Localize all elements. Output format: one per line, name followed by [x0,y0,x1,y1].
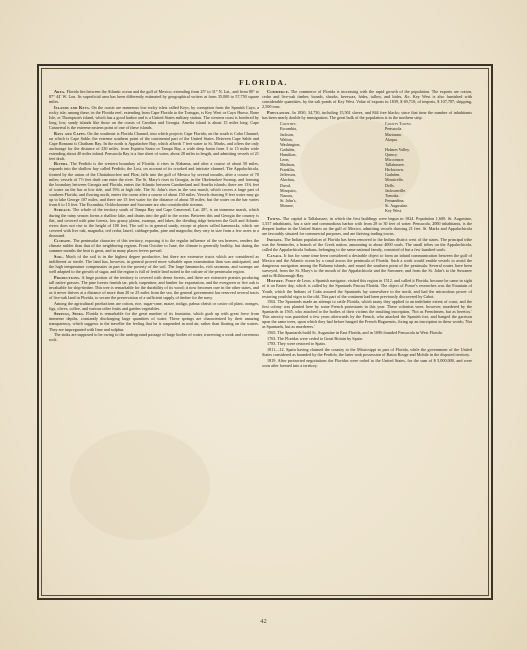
paragraph-text: On the coasts are numerous low rocky islets called Keys, by corruption from the Spanish Cayo, a rocky isle; among these, in the Florida reef, extending from Cape Florida to the Tortugas, is Key West or Cayo Hueso, Bone Isle, or Thompson's island, which has a good harbor and is a United States military station. The western coast is bordered by long, low, sandy islands like those on the coasts of Carolina and Georgia. Amelia island is about 15 miles long. Cape Canaveral is the extreme eastern point of one of these islands. [49,104,259,130]
paragraph [262,253,472,278]
paragraph [262,341,472,346]
paragraph-lead: History. [267,278,285,284]
counties-list [262,121,367,213]
text-column-right [262,89,472,589]
county-name: Duval, [280,182,292,188]
county-town: Key West. [385,207,402,213]
county-town: Holmes Valley. [385,146,410,152]
paragraph [262,237,472,252]
county-town: Marianna. [385,131,402,137]
paragraph-lead: Springs, Sinks. [54,311,85,317]
paragraph [49,207,259,237]
paragraph [49,131,259,161]
paragraph [262,216,472,236]
paragraph-text: Florida lies between the Atlantic ocean and the gulf of Mexico, extending from 25° to 31° N. Lat., and from 80° to 87° 44′ W. Lon. Its superficial area has been differently estimated by geographical writers at from 35,000 to 57,750 square miles. [49,89,259,105]
paragraph [262,89,472,109]
right-column-bottom-text [262,216,472,368]
county-town: Quincy. [385,151,398,157]
paragraph-text: The sinks are supposed to be owing to the underground passage of large bodies of water, traversing a weak and cavernous rock. [49,332,259,343]
paragraph-text: A large portion of the territory is covered with dense forests, and there are extensive prairies producing tall native grasses. The pine forests furnish tar, pitch, turpentine, and lumber for exportation, and the evergreen or live oak is invaluable for ship-timber. This tree is remarkable for the durability of its wood; it now becomes rare in the other states, and as it never thrives at a distance of more than 20 or 25 miles from the sea, the general government has reserved several tracts of live-oak land in Florida, to secure the preservation of a sufficient supply of timber for the navy. [49,274,259,301]
paragraph-text: 1763. The Floridas were ceded to Great Britain by Spain. [267,335,363,341]
paragraph-text: The commerce of Florida is increasing with the rapid growth of the population. The exports are cotton, cedar and live-oak timber, boards, shooks, beeswax, hides, tallow, and hides, &c. Key West is also furnished with considerable quantities, by the salt ponds of Key West. Value of exports in 1839, $ 69,710; of imports, $ 107,787; shipping, 2,500 tons. [262,89,472,110]
paragraph-text: The capital is Tallahassee, in which the first buildings were begun in 1824. Population 1,600. St. Augustine, 1,557 inhabitants, has a safe and commodious harbor with from 28 to 30 feet of water. Pensacola, 2000 inhabitants, is the deepest harbor in the United States on the gulf of Mexico, admitting vessels drawing 21 feet. St. Marks and Appalachicola are favorably situated for commercial purposes, and are thriving trading towns. [262,216,472,237]
county-name: Franklin, [280,167,295,173]
county-town: Micconnoe. [385,157,405,163]
paragraph-text: Much of the soil is in the highest degree productive, but there are extensive tracts which are considered as indifferent or sterile. The land has, however, in general proved more valuable upon examination than was anticipated, and the high temperature compensates in part for the poverty of the soil. The large hammocks, rich savannas, and swamps are well adapted to the growth of sugar, and the region is full of fertile land suited to the culture of the peninsular region. [49,254,259,275]
county-name: Monroe, [280,202,294,208]
right-column-top-text [262,89,472,120]
county-name: Nassau, [280,192,293,198]
paragraph-text: 1562. The Spaniards made an attempt to settle Florida, which many they applied to an indefinite extent of coast, and the first colony was planted here by some French protestants in this year. These colonists were, however, murdered by the Spaniards in 1565, who attached to the bodies of their victims the insulting inscription, 'Not as Frenchmen, but as heretics.' This atrocity was punished a few years afterwards by the French, who attacked the Spanish fort, and hanged the garrison upon the same trees, upon which they had before hanged the French Huguenots, fixing up an inscription in these words; 'Not as Spaniards, but as murderers.' [262,299,472,330]
text-column-left [49,89,259,589]
paragraph-lead: Commerce. [267,89,290,94]
county-name: Washington, [280,141,301,147]
county-town: Hickstown. [385,167,404,173]
county-town: Tomoka. [385,192,400,198]
paragraph-lead: Surface. [54,207,72,213]
county-town: St. Augustine. [385,202,409,208]
county-town: Jacksonville. [385,187,407,193]
paragraph-lead: Area. [54,89,66,94]
paragraph-lead: Rivers. [54,161,69,167]
paragraph-text: Florida is remarkable for the great number of its fountains, which gush up with great force from immense depths, constantly discharging large quantities of water. These springs are characterized by their amazing transparency, which suggests to the traveller the feeling that he is suspended in mid air, rather than floating on the waters. They are impregnated with lime and sulphur. [49,311,259,332]
paragraph-text: It has for some time been considered a desirable object to form an inland communication between the gulf of Mexico and the Atlantic ocean by a canal across the peninsula of Florida. Such a work would enable vessels to avoid the dangerous navigation among the Bahama islands, and round the southern point of the peninsula. Several routes have been surveyed, from the St. Mary's to the mouth of the Appalachicola and the Suwanee, and from the St. John's to the Suwanee and to Hillsborough Bay. [262,252,472,278]
paragraph [49,275,259,300]
paragraph-lead: Soil. [54,254,64,260]
paragraph [262,110,472,120]
county-town: Pensacola. [385,126,403,132]
county-name: Gadsden, [280,146,296,152]
paragraph-text: On the southeast is Florida Channel, into which projects Cape Florida; on the south is Cuba Channel, on which is Cape Sable, the extreme southern point of the continental part of the United States. Between Cape Sable and Cape Romano is Chatham Bay. In the north is Appalachee Bay, which affords 7 feet water to St. Marks, and offers the only anchorage for the distance of 230 miles, from Espiritu Santo or Tampa Bay, a wide deep basin from 3 to 15 miles wide extending about 40 miles inland. Pensacola Bay is a fine sheet of water, about 28 miles in length, and admitting vessels of 21 feet draft. [49,130,259,161]
paragraph [49,161,259,206]
paragraph-lead: Bays and Capes. [54,130,87,136]
paragraph-lead: Productions. [54,274,81,280]
county-name: Escambia, [280,126,297,132]
county-name: Jefferson, [280,172,296,178]
county-town: Fernandina. [385,197,405,203]
paragraph-lead: Canals. [267,252,283,258]
paragraph [262,347,472,357]
paragraph-lead: Towns. [267,216,282,222]
county-name: Alachua, [280,177,295,183]
paragraph [49,89,259,104]
paragraph [49,311,259,331]
paragraph [262,336,472,341]
paragraph [262,330,472,335]
paragraph [262,278,472,298]
paragraph-text: Ponce de Leon, a Spanish navigator, visited this region in 1512, and called it Florida, because he came in sight of it on Easter day, which is called by the Spaniards Pascua Florida. The object of Ponce's researches was the Fountain of Youth, which the Indians of Cuba assured the Spaniards lay somewhere to the north, and had the miraculous power of restoring youthful vigor to the old. This part of the continent had been previously discovered by Cabot. [262,278,472,299]
paragraph-text: In 1830, 34,730, including 15,501 slaves, and 844 free blacks; since that time the number of inhabitants has been nearly double by immigration. The great bulk of the population is in the northern strip. [262,109,472,120]
paragraph-text: The Indian population of Florida has been removed to the Indian district west of the states. The principal tribe was the Seminoles, a branch of the Creek nation, amounting to about 4000 souls. The small tribes on the Appalachicola, called the Appalachicola Indians, belonging to the same national family, consisted of but a few hundred souls. [262,236,472,252]
paragraph-text: 1811—12. Spain having claimed the country to the Mississippi as part of Florida, while the government of the United States considered as bounded by the Perdido, the latter took possession of Baton Rouge and Mobile in the disputed territory. [262,346,472,358]
county-name: Jackson, [280,131,294,137]
county-town: Monticello. [385,177,404,183]
paragraph-lead: Climate. [54,238,72,244]
paragraph-text: 1565. The Spaniards build St. Augustine in East Florida, and in 1696 founded Pensacola in West Florida. [267,330,443,336]
county-town: Alaqua. [385,136,398,142]
county-town: Gadsden. [385,172,401,178]
counties-heading: Counties. [280,120,297,126]
county-name [280,208,367,213]
county-town: Dells. [385,182,395,188]
paragraph-text: Among the agricultural productions are cotton, rice, sugar-cane, maize, indigo, palma christi or castor oil plant, oranges, figs, olives, coffee, and various other fruits and garden vegetables. [49,300,259,311]
paragraph [49,238,259,253]
county-towns-list [367,121,472,213]
paragraph-text: 1783. They were restored to Spain. [267,341,326,347]
county-name: Madison, [280,162,296,168]
paragraph-text: The Perdido is the western boundary of Florida; it rises in Alabama, and after a course of about 50 miles, expands into the shallow bay called Perdido, the Lost, on account of its crooked and intricate channel. The Appalachicola, formed by the union of the Chattahoochee and Flint, falls into the gulf of Mexico by several mouths, after a course of 70 miles; vessels of 7½ feet draft can enter the river. The St. Mary's rises in Georgia, in the Okefenokee Swamp, and forming the boundary between Georgia and Florida, enters the Atlantic between Cumberland and Amelia islands; there are 13¾ feet of water on the bar at low tide, and 19¾ at high tide. The St. John's rises in the vast marsh, which covers a large part of southern Florida, and flowing north, enters the ocean after a course of about 150 miles. Vessels drawing 8 feet water may go up to lake George 107 miles, and there are 15 feet water for the distance of about 50 miles; but the water on the bar varies from 6 to 15 feet. The Escambia, Ocklockonnee and Suwanee are also considerable streams. [49,161,259,207]
paragraph-lead: Indians. [267,236,283,242]
page-number: 42 [260,618,267,625]
page-title: FLORIDA. [239,78,288,87]
paragraph-lead: Islands and Keys. [54,104,91,110]
paragraph-text: The peninsular character of this territory, exposing it to the regular influence of the sea breezes, renders the climate milder than that of the neighboring regions. From October to June, the climate is generally healthy, but during the summer months the heat is great, and in many places fevers prevail. [49,238,259,254]
paragraph [262,358,472,368]
county-name: Mosquito, [280,187,297,193]
county-name: Walton, [280,136,293,142]
paragraph [49,105,259,130]
county-name: Hamilton, [280,151,297,157]
county-town: Tallahassee. [385,162,405,168]
paragraph-lead: Population. [267,109,291,115]
counties-table [262,121,472,213]
paragraph [49,301,259,311]
county-name: St. John's, [280,197,297,203]
county-towns-heading: County Towns. [385,120,412,126]
paragraph-text: The whole of the territory south of Tampa Bay and Cape Canaveral, Lat. 28°, is an immense marsh, which during the rainy season forms a shallow lake, and drains into the gulf to the ocean. Between this and Georgia the country is flat, and covered with pine forests, low grassy plains, swamps, and lakes; the dividing ridge between the Gulf and Atlantic rivers does not rise to the height of 100 feet. The soil is in general sandy, except at places called hammocks, which are covered with live oak, magnolia, red cedar, laurel, cabbage-palm, pine and magnolia; they vary in size from a few acres to a thousand. [49,207,259,238]
paragraph [49,254,259,274]
paragraph-text: 1819. After protracted negotiations the Floridas were ceded to the United States, for the sum of $ 5,000,000, and were soon after formed into a territory. [262,357,472,368]
paragraph [262,299,472,329]
county-name: Leon, [280,157,290,163]
paragraph [49,332,259,342]
